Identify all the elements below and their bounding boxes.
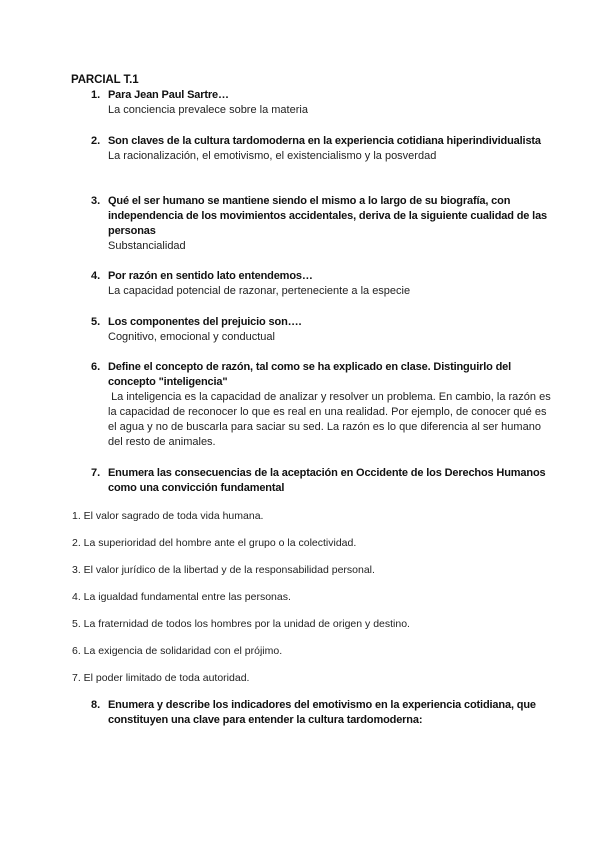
- answer-text: La conciencia prevalece sobre la materia: [108, 104, 308, 116]
- question-number: 4.: [91, 270, 101, 282]
- question-text: Enumera las consecuencias de la aceptación en Occidente de los Derechos Humanos como una convicción fundamental: [108, 467, 546, 494]
- question-text: Para Jean Paul Sartre…: [108, 89, 229, 101]
- question-number: 6.: [91, 361, 101, 373]
- question-item: [91, 88, 551, 118]
- consequence-item: 7. El poder limitado de toda autoridad.: [72, 672, 250, 684]
- question-text: Qué el ser humano se mantiene siendo el mismo a lo largo de su biografía, con independencia de los movimientos accidentales, deriva de la siguiente cualidad de las personas: [108, 195, 548, 237]
- consequence-item: 6. La exigencia de solidaridad con el prójimo.: [72, 645, 283, 657]
- question-text: Son claves de la cultura tardomoderna en la experiencia cotidiana hiperindividualista: [108, 135, 541, 147]
- consequence-item: 4. La igualdad fundamental entre las personas.: [72, 591, 291, 603]
- question-text: Enumera y describe los indicadores del emotivismo en la experiencia cotidiana, que constituyen una clave para entender la cultura tardomoderna:: [108, 699, 536, 726]
- question-text: Por razón en sentido lato entendemos…: [108, 270, 313, 282]
- consequence-item: 2. La superioridad del hombre ante el grupo o la colectividad.: [72, 537, 357, 549]
- question-item: [91, 466, 551, 496]
- answer-text: Substancialidad: [108, 240, 186, 252]
- consequence-item: 3. El valor jurídico de la libertad y de la responsabilidad personal.: [72, 564, 375, 576]
- answer-text: La racionalización, el emotivismo, el existencialismo y la posverdad: [108, 150, 437, 162]
- question-number: 3.: [91, 195, 101, 207]
- consequence-item: 1. El valor sagrado de toda vida humana.: [72, 510, 264, 522]
- question-number: 2.: [91, 135, 101, 147]
- document-title: PARCIAL T.1: [71, 74, 139, 86]
- question-item: [91, 269, 551, 299]
- question-number: 8.: [91, 699, 101, 711]
- answer-text: La inteligencia es la capacidad de analizar y resolver un problema. En cambio, la razón es la capacidad de reconocer lo que es real en una realidad. Por ejemplo, de conocer qué es el agua y no de buscarla para saciar su sed. La razón es lo que diferencia al ser humano del resto de animales.: [108, 391, 554, 448]
- question-text: Los componentes del prejuicio son….: [108, 316, 302, 328]
- question-text: Define el concepto de razón, tal como se ha explicado en clase. Distinguirlo del concepto "inteligencia": [108, 361, 512, 388]
- question-item: [91, 194, 551, 254]
- answer-text: Cognitivo, emocional y conductual: [108, 331, 275, 343]
- question-number: 5.: [91, 316, 101, 328]
- question-item: [91, 698, 551, 728]
- question-item: [91, 315, 551, 345]
- question-item: [91, 360, 554, 450]
- answer-text: La capacidad potencial de razonar, perteneciente a la especie: [108, 285, 411, 297]
- question-item: [91, 134, 551, 164]
- question-number: 1.: [91, 89, 101, 101]
- question-number: 7.: [91, 467, 101, 479]
- consequence-item: 5. La fraternidad de todos los hombres por la unidad de origen y destino.: [72, 618, 410, 630]
